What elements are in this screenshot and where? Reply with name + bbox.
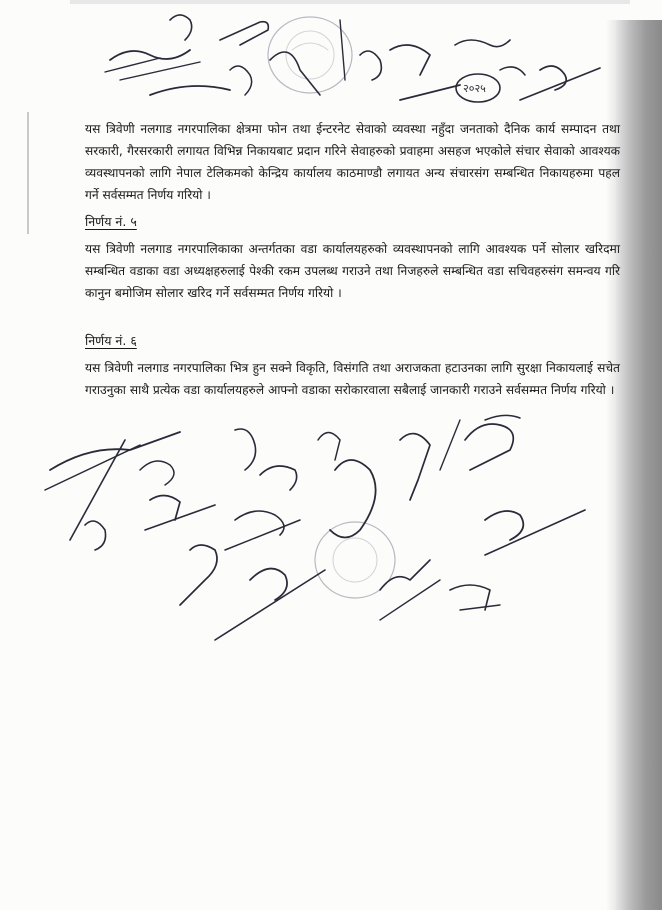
- decision-5-heading: निर्णय नं. ५: [85, 214, 137, 229]
- paragraph-3: यस त्रिवेणी नलगाड नगरपालिका भित्र हुन सक्ने विकृति, विसंगति तथा अराजकता हटाउनका लागि सुरक्षा निकायलाई सचेत गराउनुका साथै प्रत्येक वडा कार्यालयहरुले आफ्नो वडाका सरोकारवाला सबैलाई जानकारी गराउने सर्वसम्मत निर्णय गरियो ।: [85, 361, 620, 397]
- paragraph-1: यस त्रिवेणी नलगाड नगरपालिका क्षेत्रमा फोन तथा ईन्टरनेट सेवाको व्यवस्था नहुँदा जनताको दैनिक कार्य सम्पादन तथा सरकारी, गैरसरकारी लगायत विभिन्न निकायबाट प्रदान गरिने सेवाहरुको प्रवाहमा असहज भएकोले संचार सेवाको आवश्यक व्यवस्थापनको लागि नेपाल टेलिकमको केन्द्रिय कार्यालय काठमाण्डौ लगायत अन्य संचारसंग सम्बन्धित निकायहरुमा पहल गर्ने सर्वसम्मत निर्णय गरियो ।: [85, 122, 620, 202]
- paragraph-2: यस त्रिवेणी नलगाड नगरपालिकाका अन्तर्गतका वडा कार्यालयहरुको व्यवस्थापनको लागि आवश्यक पर्ने सोलार खरिदमा सम्बन्धित वडाका वडा अध्यक्षहरुलाई पेश्की रकम उपलब्ध गराउने तथा निजहरुले सम्बन्धित वडा सचिवहरुसंग समन्वय गरि कानुन बमोजिम सोलार खरिद गर्ने सर्वसम्मत निर्णय गरियो ।: [85, 242, 620, 300]
- top-signature-numeral: २०२५: [463, 82, 486, 95]
- decision-6-heading: निर्णय नं. ६: [85, 333, 137, 348]
